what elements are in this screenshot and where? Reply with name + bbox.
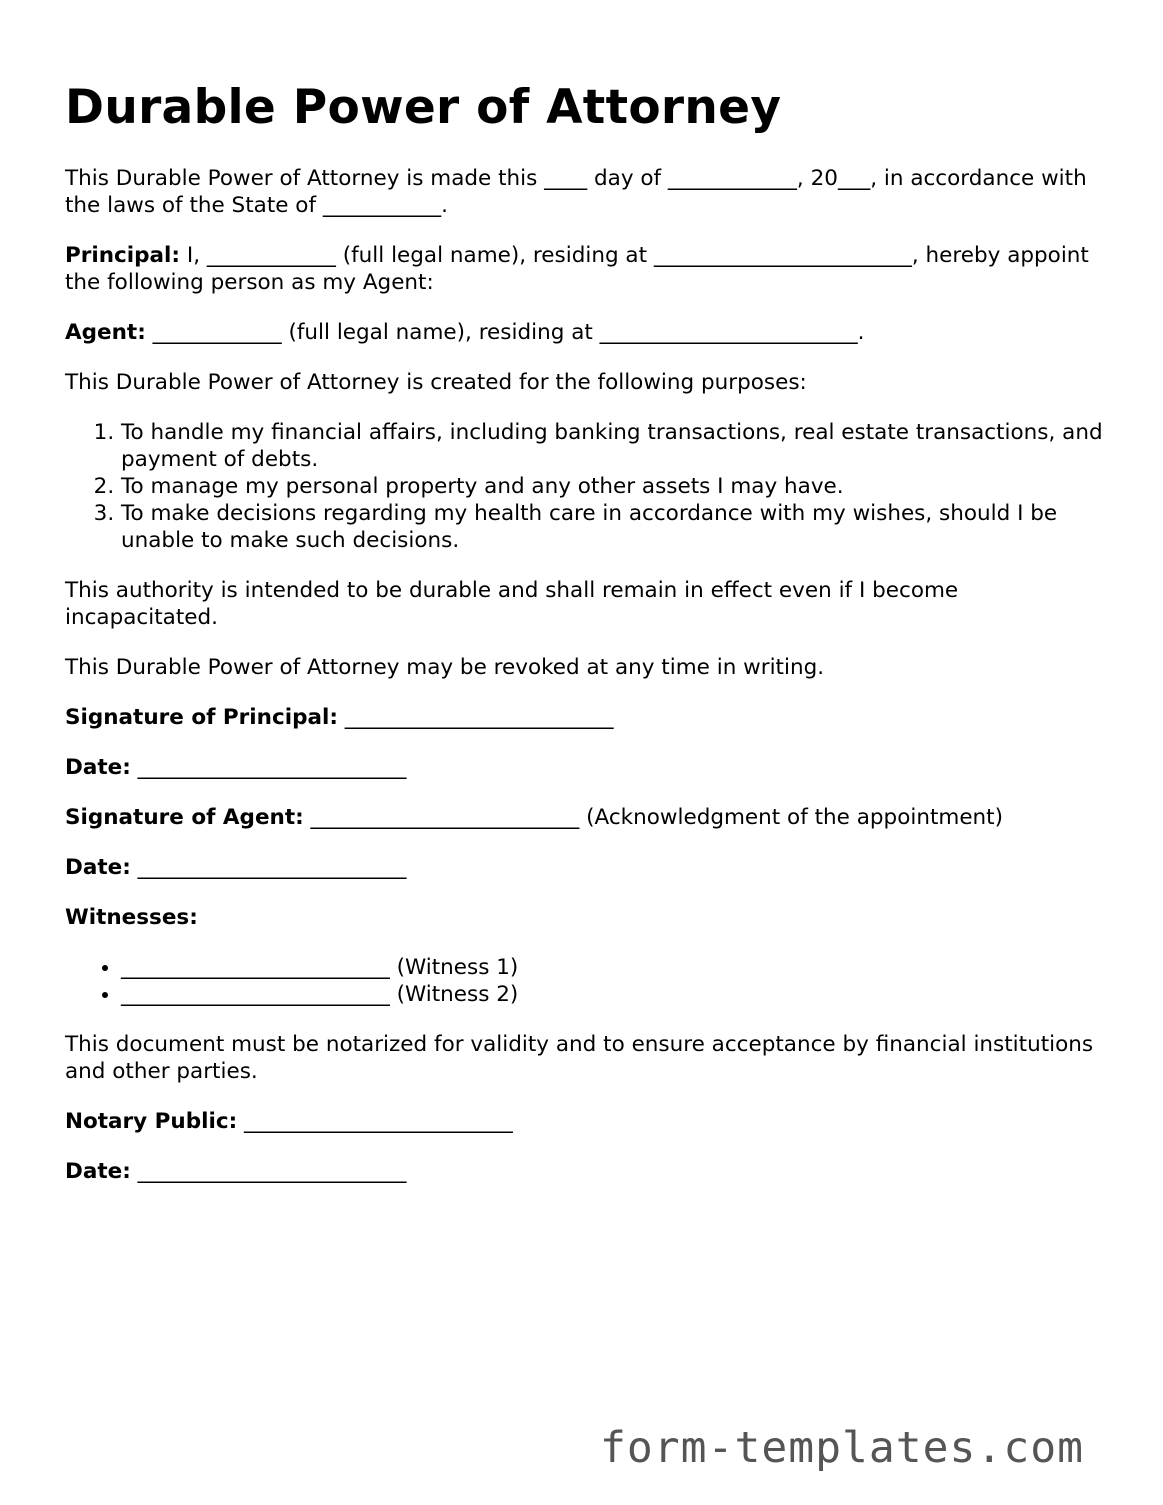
durability-paragraph: This authority is intended to be durable and shall remain in effect even if I become incapacitated.	[65, 578, 959, 630]
document-page	[65, 78, 1105, 1208]
purposes-intro: This Durable Power of Attorney is created for the following purposes:	[65, 370, 807, 395]
principal-signature-line	[65, 704, 1105, 731]
purpose-item: 1. To handle my financial affairs, including banking transactions, real estate transactions, and payment of debts.	[121, 419, 1105, 473]
agent-date-line	[65, 854, 1105, 881]
date-blank: _________________________	[130, 755, 407, 780]
revocation-paragraph: This Durable Power of Attorney may be revoked at any time in writing.	[65, 655, 825, 680]
witnesses-list	[65, 954, 1105, 1008]
agent-signature-blank: _________________________ (Acknowledgment of the appointment)	[303, 805, 1003, 830]
agent-label: Agent:	[65, 320, 146, 345]
purposes-list	[65, 419, 1105, 554]
witnesses-label: Witnesses:	[65, 905, 198, 930]
watermark-text: form-templates.com	[600, 1423, 1084, 1473]
witness-item: • _________________________ (Witness 1)	[121, 954, 1105, 981]
principal-text: I, ____________ (full legal name), residing at ________________________, hereby appoint the following person as my Agent:	[65, 243, 1089, 295]
principal-signature-label: Signature of Principal:	[65, 705, 338, 730]
principal-date-line	[65, 754, 1105, 781]
witnesses-heading	[65, 904, 1105, 931]
notary-label: Notary Public:	[65, 1109, 238, 1134]
intro-paragraph: This Durable Power of Attorney is made this ____ day of ____________, 20___, in accordance with the laws of the State of ___________.	[65, 166, 1087, 218]
date-label: Date:	[65, 1159, 131, 1184]
purpose-item: 3. To make decisions regarding my health care in accordance with my wishes, should I be unable to make such decisions.	[121, 500, 1105, 554]
agent-signature-label: Signature of Agent:	[65, 805, 304, 830]
purpose-item: 2. To manage my personal property and any other assets I may have.	[121, 473, 1105, 500]
notary-blank: _________________________	[237, 1109, 513, 1134]
principal-paragraph	[65, 242, 1105, 296]
date-label: Date:	[65, 755, 131, 780]
date-label: Date:	[65, 855, 131, 880]
notary-line	[65, 1108, 1105, 1135]
document-title: Durable Power of Attorney	[65, 80, 782, 135]
witness-item: • _________________________ (Witness 2)	[121, 981, 1105, 1008]
notarization-paragraph: This document must be notarized for validity and to ensure acceptance by financial institutions and other parties.	[65, 1032, 1094, 1084]
agent-signature-line	[65, 804, 1105, 831]
agent-text: ____________ (full legal name), residing at ________________________.	[145, 320, 865, 345]
date-blank: _________________________	[130, 1159, 407, 1184]
agent-paragraph	[65, 319, 1105, 346]
date-blank: _________________________	[130, 855, 407, 880]
notary-date-line	[65, 1158, 1105, 1185]
principal-label: Principal:	[65, 243, 181, 268]
principal-signature-blank: _________________________	[337, 705, 614, 730]
